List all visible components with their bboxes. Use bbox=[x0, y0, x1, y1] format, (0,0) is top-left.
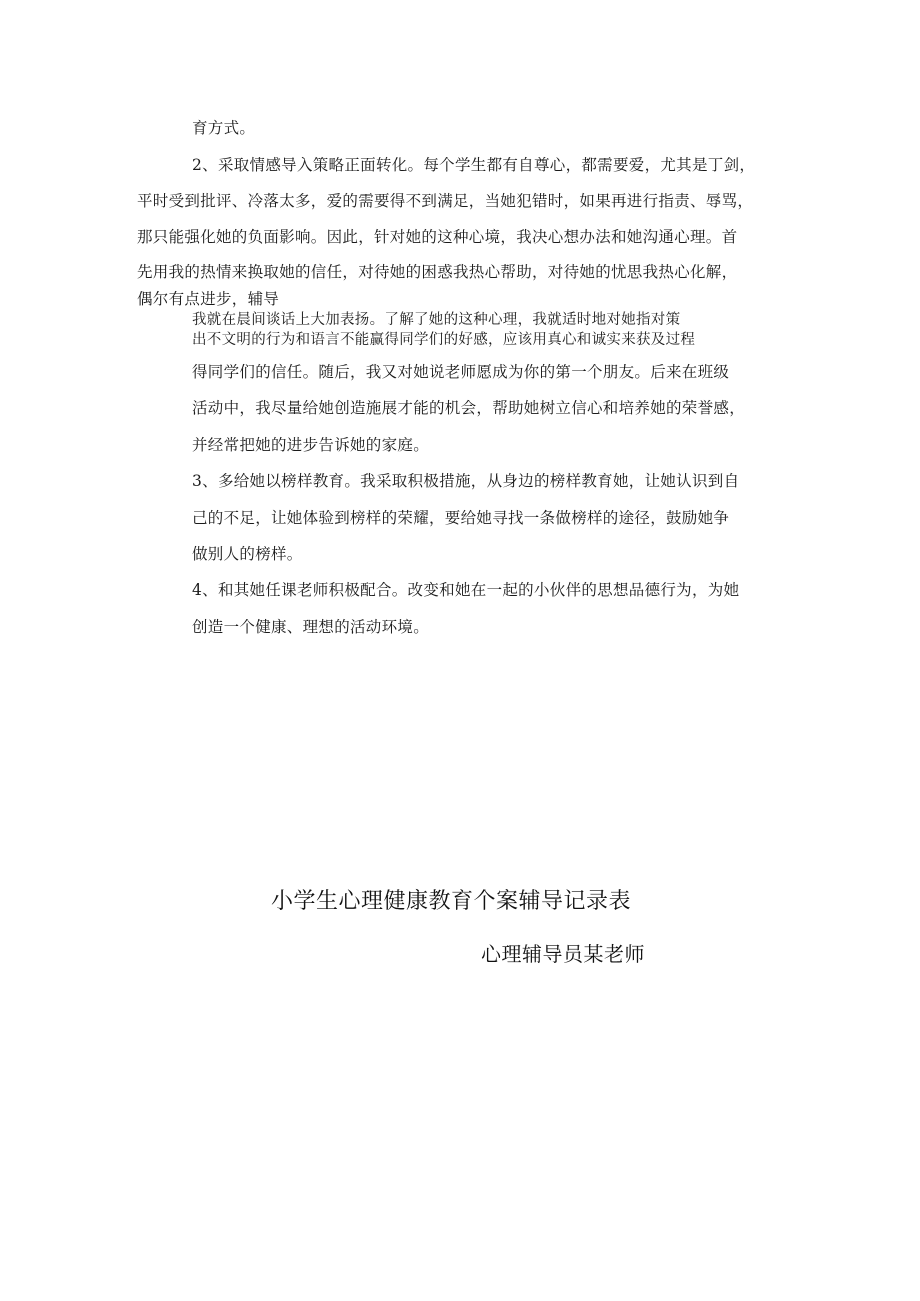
text-line-2: 2、采取情感导入策略正面转化。每个学生都有自尊心，都需要爱，尤其是丁剑， bbox=[192, 156, 756, 174]
page-title: 小学生心理健康教育个案辅导记录表 bbox=[271, 889, 632, 914]
text-line-6: 偶尔有点进步，辅导 bbox=[137, 290, 280, 308]
text-line-12: 3、多给她以榜样教育。我采取积极措施，从身边的榜样教育她，让她认识到自 bbox=[192, 472, 740, 490]
text-line-9: 得同学们的信任。随后，我又对她说老师愿成为你的第一个朋友。后来在班级 bbox=[192, 363, 730, 381]
text-line-11: 并经常把她的进步告诉她的家庭。 bbox=[192, 436, 430, 454]
text-line-4: 那只能强化她的负面影响。因此，针对她的这种心境，我决心想办法和她沟通心理。首 bbox=[137, 228, 738, 246]
page-subtitle: 心理辅导员某老师 bbox=[481, 942, 645, 966]
text-line-14: 做别人的榜样。 bbox=[192, 545, 303, 563]
text-line-16: 创造一个健康、理想的活动环境。 bbox=[192, 618, 430, 636]
text-line-7: 我就在晨间谈话上大加表扬。了解了她的这种心理，我就适时地对她指对策 bbox=[192, 312, 681, 328]
text-line-8: 出不文明的行为和语言不能赢得同学们的好感，应该用真心和诚实来获及过程 bbox=[192, 332, 696, 348]
text-line-13: 己的不足，让她体验到榜样的荣耀，要给她寻找一条做榜样的途径，鼓励她争 bbox=[192, 509, 730, 527]
text-line-15: 4、和其她任课老师积极配合。改变和她在一起的小伙伴的思想品德行为，为她 bbox=[192, 581, 740, 599]
text-line-10: 活动中，我尽量给她创造施展才能的机会，帮助她树立信心和培养她的荣誉感， bbox=[192, 399, 746, 417]
text-line-3: 平时受到批评、冷落太多，爱的需要得不到满足，当她犯错时，如果再进行指责、辱骂， bbox=[137, 192, 754, 210]
text-line-1: 育方式。 bbox=[192, 119, 256, 137]
text-line-5: 先用我的热情来换取她的信任，对待她的困惑我热心帮助，对待她的忧思我热心化解， bbox=[137, 263, 738, 281]
